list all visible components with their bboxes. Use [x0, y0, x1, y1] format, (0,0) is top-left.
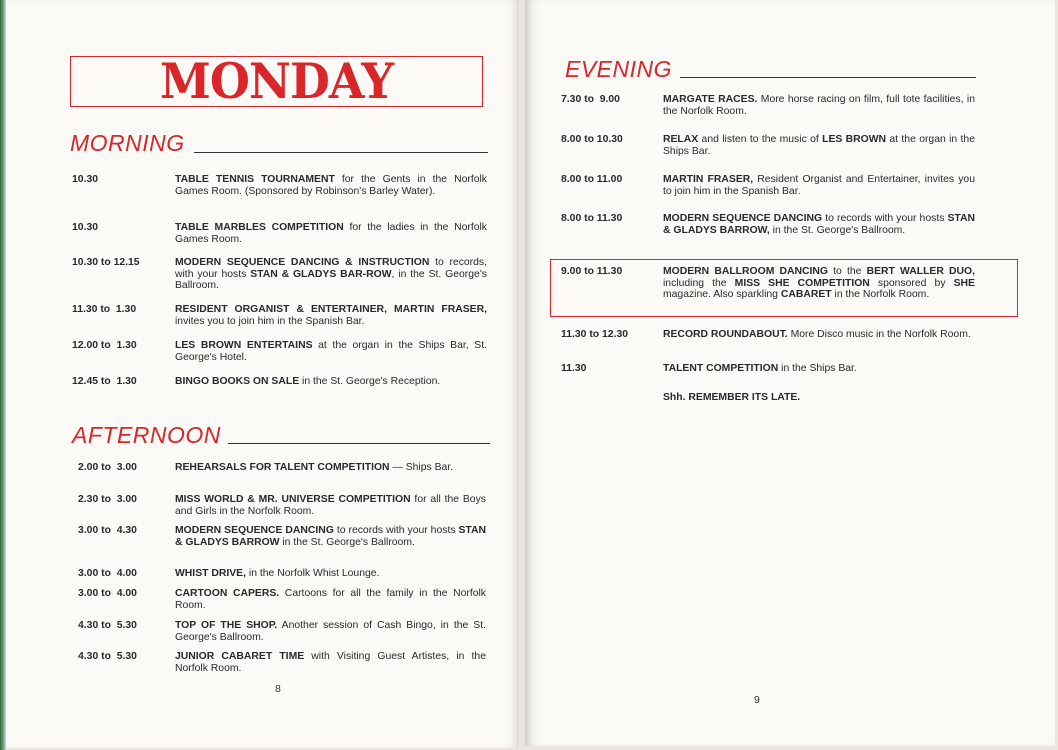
schedule-row — [561, 174, 975, 197]
evening-heading: EVENING — [565, 56, 673, 82]
event-text: Another session of Cash Bingo, in the St. George's Ballroom. — [175, 620, 486, 643]
event-highlight: TALENT COMPETITION — [663, 363, 779, 374]
event-time: 9.00 to 11.30 — [561, 266, 623, 277]
schedule-row — [72, 257, 487, 292]
event-text: at the organ in the Ships Bar. — [663, 134, 975, 157]
event-highlight: SHE — [953, 277, 975, 289]
event-highlight: MISS WORLD & MR. UNIVERSE COMPETITION — [175, 494, 411, 505]
event-time: 10.30 to 12.15 — [72, 257, 140, 268]
day-title-box — [70, 52, 483, 110]
event-highlight: REHEARSALS FOR TALENT COMPETITION — [175, 462, 390, 473]
event-text: for the Gents in the Norfolk Games Room. (Sponsored by Robinson's Barley Water). — [175, 174, 487, 197]
event-description — [175, 462, 486, 474]
afternoon-heading: AFTERNOON — [72, 422, 221, 448]
event-text: to records, with your hosts — [175, 257, 487, 280]
event-text: in the Ships Bar. — [778, 363, 857, 374]
event-text: , in the St. George's Ballroom. — [175, 268, 488, 291]
event-text: and listen to the music of — [698, 134, 823, 145]
event-highlight: STAN & GLADYS BARROW, — [663, 213, 975, 236]
page-number: 8 — [275, 683, 281, 695]
event-time: 3.00 to 4.30 — [78, 525, 137, 536]
closing-note: Shh. REMEMBER ITS LATE. — [663, 392, 801, 403]
event-text: Resident Organist and Entertainer, invites you to join him in the Spanish Bar. — [663, 174, 975, 197]
event-description — [175, 304, 487, 327]
event-time: 8.00 to 11.30 — [561, 213, 623, 224]
event-description — [663, 363, 975, 375]
event-highlight: CABARET — [780, 289, 832, 300]
event-highlight: MARGATE RACES. — [663, 94, 758, 105]
schedule-row — [78, 620, 486, 643]
event-text: magazine. Also sparkling — [663, 289, 781, 300]
event-text: with Visiting Guest Artistes, in the Norfolk Room. — [175, 651, 486, 674]
event-description — [663, 134, 975, 157]
morning-rule — [194, 152, 488, 153]
event-text: in the St. George's Ballroom. — [279, 536, 415, 548]
event-highlight: CARTOON CAPERS. — [175, 588, 280, 599]
event-description — [175, 494, 486, 517]
event-highlight: TOP OF THE SHOP. — [175, 620, 278, 631]
event-text: to the — [828, 266, 867, 277]
event-text: to records with your hosts — [822, 213, 948, 224]
event-highlight: MODERN SEQUENCE DANCING & INSTRUCTION — [175, 257, 430, 268]
event-description — [175, 588, 486, 611]
event-time: 4.30 to 5.30 — [78, 651, 137, 662]
event-time: 12.45 to 1.30 — [72, 376, 137, 387]
event-description — [175, 340, 487, 363]
schedule-row — [78, 525, 486, 548]
event-description — [663, 266, 975, 301]
schedule-row — [561, 363, 975, 375]
event-highlight: LES BROWN ENTERTAINS — [175, 340, 313, 351]
event-text: Cartoons for all the family in the Norfolk Room. — [175, 588, 486, 611]
event-highlight: MODERN SEQUENCE DANCING — [663, 213, 823, 224]
schedule-row — [78, 568, 486, 580]
event-time: 11.30 to 1.30 — [72, 304, 137, 315]
event-highlight: MISS SHE COMPETITION — [734, 277, 870, 289]
event-time: 7.30 to 9.00 — [561, 94, 620, 105]
event-text: More horse racing on film, full tote facilities, in the Norfolk Room. — [663, 94, 975, 117]
event-time: 2.30 to 3.00 — [78, 494, 137, 505]
event-time: 2.00 to 3.00 — [78, 462, 137, 473]
event-description — [175, 620, 486, 643]
event-text: for the ladies in the Norfolk Games Room. — [175, 222, 488, 245]
schedule-row — [561, 213, 975, 236]
event-text: in the St. George's Reception. — [299, 376, 441, 387]
schedule-row — [78, 651, 486, 674]
event-highlight: RECORD ROUNDABOUT. — [663, 329, 788, 340]
event-text: invites you to join him in the Spanish Bar. — [175, 315, 365, 327]
event-time: 10.30 — [72, 222, 99, 233]
afternoon-rule — [228, 443, 490, 444]
event-time: 8.00 to 11.00 — [561, 174, 623, 185]
event-text: to records with your hosts — [333, 525, 459, 536]
event-highlight: MODERN BALLROOM DANCING — [663, 266, 828, 277]
event-highlight: LES BROWN — [822, 134, 887, 145]
event-highlight: TABLE MARBLES COMPETITION — [175, 222, 344, 233]
event-text: in the St. George's Ballroom. — [769, 224, 906, 236]
schedule-row — [78, 588, 486, 611]
schedule-row — [72, 222, 487, 245]
event-highlight: BINGO BOOKS ON SALE — [175, 376, 300, 387]
schedule-row — [72, 174, 487, 197]
schedule-row — [78, 494, 486, 517]
event-text: for all the Boys and Girls in the Norfolk Room. — [175, 494, 486, 517]
event-time: 10.30 — [72, 174, 99, 185]
event-description — [175, 257, 487, 292]
event-time: 8.00 to 10.30 — [561, 134, 623, 145]
event-text: at the organ in the Ships Bar, St. George's Hotel. — [175, 340, 487, 363]
event-description — [663, 94, 975, 117]
schedule-row — [561, 94, 975, 117]
event-highlight: RESIDENT ORGANIST & ENTERTAINER, MARTIN FRASER, — [175, 304, 487, 315]
schedule-row — [72, 376, 487, 388]
event-description — [663, 174, 975, 197]
day-title: MONDAY — [159, 52, 394, 110]
event-time: 3.00 to 4.00 — [78, 588, 137, 599]
event-text: in the Norfolk Room. — [831, 289, 930, 300]
event-description — [663, 213, 975, 236]
event-description — [175, 222, 487, 245]
event-description — [175, 376, 487, 388]
event-time: 4.30 to 5.30 — [78, 620, 137, 631]
event-highlight: WHIST DRIVE, — [175, 568, 247, 579]
morning-heading: MORNING — [70, 130, 185, 156]
event-description — [175, 651, 486, 674]
schedule-row — [561, 266, 975, 301]
event-description — [175, 568, 486, 580]
right-page — [525, 0, 1055, 746]
event-highlight: BERT WALLER DUO, — [866, 266, 975, 277]
left-page — [6, 0, 519, 748]
page-number: 9 — [754, 694, 760, 706]
event-highlight: JUNIOR CABARET TIME — [175, 651, 305, 662]
event-description — [175, 525, 486, 548]
schedule-row — [72, 304, 487, 327]
event-time: 3.00 to 4.00 — [78, 568, 137, 579]
event-time: 11.30 — [561, 363, 587, 374]
event-text: More Disco music in the Norfolk Room. — [787, 329, 971, 340]
schedule-row — [78, 462, 486, 474]
event-text: — Ships Bar. — [389, 462, 454, 473]
event-description — [663, 329, 975, 341]
schedule-row — [72, 340, 487, 363]
event-text: including the — [663, 277, 735, 289]
schedule-row — [561, 134, 975, 157]
evening-rule — [680, 77, 976, 78]
event-time: 11.30 to 12.30 — [561, 329, 629, 340]
schedule-row — [561, 329, 975, 341]
event-text: in the Norfolk Whist Lounge. — [246, 568, 380, 579]
event-highlight: TABLE TENNIS TOURNAMENT — [175, 174, 335, 185]
event-highlight: RELAX — [663, 134, 699, 145]
event-highlight: MARTIN FRASER, — [663, 174, 754, 185]
event-highlight: STAN & GLADYS BAR-ROW — [250, 268, 392, 280]
event-highlight: MODERN SEQUENCE DANCING — [175, 525, 334, 536]
event-description — [175, 174, 487, 197]
event-time: 12.00 to 1.30 — [72, 340, 137, 351]
event-highlight: STAN & GLADYS BARROW — [175, 525, 486, 548]
event-text: sponsored by — [869, 277, 954, 289]
